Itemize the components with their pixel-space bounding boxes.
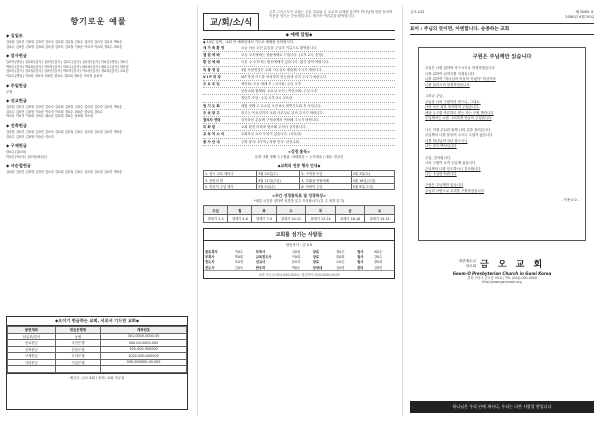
servant-role: 장로 — [312, 260, 320, 265]
seminar-cell: 2. 구역장 모임 — [300, 170, 351, 177]
news-item-text: VIP 작정 카드를 작성하여 헌금함에 넣어 주시기 바랍니다. — [241, 74, 328, 79]
servant-name: 정0수 — [336, 249, 345, 254]
servant-role: 반주자 — [255, 265, 266, 270]
poem-line: 나의 모든 죄를 용서하여 주셨습니다. — [425, 105, 480, 110]
account-cell: 기업은행 — [55, 359, 100, 366]
poem-line: 나를 위하여 "하나님의 아들이 죽었다" 하심이라 — [425, 77, 496, 82]
news-item-text: 오늘 오후예배는 엘림예배로 드립니다. (오후 2시, 본당) — [241, 53, 324, 58]
news-item-text: 다음 주 오후에는 환선예배가 있습니다. 많은 참여 바랍니다. — [241, 60, 330, 65]
servant-role: 선교사 — [255, 260, 266, 265]
reading-cell: 창세기 16-18 — [335, 214, 365, 223]
news-item — [203, 103, 395, 110]
seminar-cell: 5. 어린이 주일 행사 — [204, 183, 257, 190]
news-item-label: 미 화 원 — [203, 125, 216, 130]
news-item-text: 오늘 처음 오신 분들을 주님의 이름으로 환영합니다. — [241, 46, 318, 50]
servant-name: 오0순 — [336, 260, 345, 265]
servant-role: 관리 — [357, 265, 364, 270]
issue-info — [410, 10, 594, 20]
offering-section-head: ◆ 건축헌금 — [6, 122, 27, 128]
news-item-label: 독 봉 영 감 — [203, 67, 220, 72]
offering-name-line: 김0원 김0진 김0영 김0민 김0숙 김0희 김0철 김0수 김0현 김0정 김0자 박0순 — [6, 129, 123, 134]
weekday-header: 수 — [276, 206, 306, 215]
news-item — [203, 110, 395, 117]
news-item-label: 주 보 광 고 — [203, 110, 220, 115]
news-item-label: V I P 작 정 — [203, 74, 221, 79]
news-item — [203, 131, 395, 138]
servant-name: 김0숙 — [234, 265, 244, 270]
reading-cell: 창세기 13-15 — [306, 214, 336, 223]
account-cell: 건축헌금 — [8, 346, 56, 353]
seminar-row — [204, 183, 395, 190]
poem-line: 주님의 사랑으로 우리를 구원하셨습니다 — [425, 189, 484, 194]
seminar-cell: 4. 부활절 연합예배 — [300, 177, 351, 184]
poem-line: 주님께서는 나를 그러하게 만들어 주셨습니다 — [425, 116, 492, 121]
servant-name: 김0민 — [373, 265, 383, 270]
news-item-text: 주방 봉사: 3구역 / 차량 봉사: 남선교회 — [241, 139, 299, 144]
reading-cell: 창세기 19-21 — [365, 214, 395, 223]
poem-line: 주님은 나를 위하여 죽으시기로 작정하셨습니다 — [425, 66, 495, 70]
servant-name: 김0영 — [336, 265, 345, 270]
account-cell: 우리은행 — [55, 353, 100, 360]
news-item — [203, 81, 395, 88]
column-divider — [402, 6, 403, 416]
account-cell: 000-00-0000-000 — [101, 340, 187, 347]
news-item — [203, 59, 395, 66]
poem-line: 나는 주님만 따릅니다 — [425, 172, 457, 177]
poem-lines — [425, 66, 579, 195]
news-item — [203, 124, 395, 131]
reading-cell: 창세기 7-9 — [252, 214, 276, 223]
servant-role: 장로 — [312, 254, 320, 259]
news-column — [203, 10, 395, 415]
poem-line: 주님, 감사합니다. — [425, 155, 452, 160]
news-item-label: 봉 사 안 내 — [203, 139, 220, 144]
news-item-text: 남선교회 월례회: 토요일 오전 / 여선교회: 주일 오후 — [241, 89, 318, 94]
offering-name-line: 김0수 김0민 김0영 이0순 이0자 — [6, 134, 54, 139]
servant-role: 장로 — [312, 249, 320, 254]
news-item-label: 엘 림 예 배 — [203, 53, 220, 58]
account-column-header: 계좌번호 — [101, 327, 187, 334]
servant-name: 장0희 — [373, 260, 383, 265]
reading-cell: 창세기 1-3 — [204, 214, 228, 223]
servant-name: 윤0자 — [291, 260, 301, 265]
church-small-name: 금오교회 — [410, 10, 424, 14]
worship-intro: ◆ 10분 일찍 - 교회 안 예배실에서 기도로 예배를 준비합시다. — [203, 40, 294, 44]
offering-name-line: 김0수 김0민 김0영 이0순 이0자 이0희 정0수 최0순 한0희 강0수 — [6, 109, 103, 114]
account-cell: 구제헌금 — [8, 353, 56, 360]
servant-role: 부목사 — [205, 254, 215, 259]
servant-name: 김0철 — [291, 249, 301, 254]
servant-name: 조0정 — [234, 260, 244, 265]
weekday-header: 토 — [365, 206, 395, 215]
offering-section-head: ◆ 사순절헌금 — [6, 163, 31, 169]
news-item-label: 환 선 예 배 — [203, 60, 220, 65]
poem-line: 나를 살리시려 말씀하셨습니다 — [425, 82, 470, 87]
column-divider — [197, 6, 198, 416]
poem-line: 나의 구원이 오직 주님께 있습니다 — [425, 161, 476, 166]
seminar-cell: 6. 어버이 주일 — [300, 183, 351, 190]
church-motto: 표어 : 주님의 뜻이면, 아멘합니다. 순종하는 교회 — [410, 23, 594, 35]
seminar-cell: 3월 24일(수) — [257, 170, 300, 177]
account-cell: 1002-000-000000 — [101, 353, 187, 360]
offering-name-line: 김0원 김0진 김0영 김0민 김0숙 김0희 김0철 김0수 김0현 김0정 김0자 박0순 — [6, 105, 123, 110]
seminar-cell: 3. 찬양의 밤 — [204, 177, 257, 184]
offering-sections — [6, 33, 191, 175]
poem-line: 나를 하나님의 자녀 삼으시니 — [425, 138, 468, 143]
poem-box — [418, 47, 586, 241]
church-website: http://www.geumoch.org — [482, 280, 522, 285]
news-item-text: 제직회: 오늘 예배 후 / 교사회: 주일 오후 — [241, 82, 302, 87]
servant-role: 부목사 — [255, 249, 266, 254]
schedule-sub: 일정: 3월 넷째 주 / 범위: 마태복음 ~ 누가복음 / 대상: 전교인 — [254, 154, 344, 159]
account-cell: 선교헌금 — [8, 340, 56, 347]
offering-account-footer: 예금주: 금오교회 / 문의: 교회 사무실 — [7, 373, 187, 380]
servant-role: 원로목사 — [205, 249, 218, 254]
servant-name: 강0수 — [373, 254, 383, 259]
news-item-label: 원 기 도 회 — [203, 103, 220, 108]
news-item-text: 결석하신 분들께 구역장께서 연락해 주시기 바랍니다. — [241, 118, 320, 123]
account-cell: 100-000-000000 — [101, 346, 187, 353]
poem-line: 주님께서 나를 붙들어 주시니 두렵지 않습니다 — [425, 133, 493, 138]
offering-name-line: 김0자(생일) 김0희(감사) 김0영(감사) 김0수(감사) 김0정(감사) 이0순(생일) 정0수 — [6, 60, 129, 65]
news-item-label — [203, 88, 241, 94]
news-item — [203, 139, 395, 146]
poem-line: 나를 위하여 십자가를 지셨습니다 — [425, 71, 475, 76]
servant-role: 권사 — [357, 254, 364, 259]
news-intro-text: 주후 그리스도인 교회는 주일 설교와 온 교우의 교제를 통하여 하나님께 영광 돌리며 이웃을 섬기는 공동체입니다. 새가족 여러분을 환영합니다. — [269, 10, 393, 19]
poem-line: 그러나 주님. — [425, 93, 444, 98]
servants-table — [204, 248, 394, 270]
news-title: 교/회/소/식 — [203, 13, 259, 31]
news-item — [203, 88, 395, 95]
church-english-name: Geum-O Presbyterian Church in Gumi Korea — [452, 271, 552, 276]
news-item-text: 광고는 목요일까지 교회 사무실로 알려 주시기 바랍니다. — [241, 110, 324, 115]
senior-pastor: 담임목사 : 김 0 0 — [285, 243, 313, 248]
weekday-header: 월 — [228, 206, 252, 215]
account-cell — [8, 366, 56, 373]
news-item — [203, 95, 395, 102]
account-cell: 국민은행 — [55, 340, 100, 347]
seminar-cell: 1. 성도 교육 세미나 — [204, 170, 257, 177]
account-column-header: 봉헌계좌 — [8, 327, 56, 334]
issue-date: 2000년 4월 20일 — [565, 15, 594, 19]
news-item-label: 교 육 처 소 식 — [203, 132, 225, 137]
offering-account-box — [6, 316, 188, 410]
church-info — [410, 257, 594, 285]
account-cell: 신한은행 — [55, 346, 100, 353]
servant-role: 권사 — [357, 260, 364, 265]
poem-line: 나는 천국 백성입니다 — [425, 144, 457, 149]
news-item-text: 교회학교 교사 모임이 있습니다. (교육관) — [241, 132, 302, 137]
seminar-cell: 5월 5일(수) — [257, 183, 300, 190]
poem-line: 나는 이제 주님과 함께 나의 길을 걸어갑니다 — [425, 127, 491, 132]
servant-role: 권사 — [357, 249, 364, 254]
offerings-title: 향기로운 예물 — [70, 17, 127, 26]
offering-section-head: ◆ 선교헌금 — [6, 98, 27, 104]
offering-name-line: 한0수(김0희) — [6, 150, 27, 155]
offering-section-head: ◆ 십일조 — [6, 33, 23, 38]
servants-footer: 교회 사무실 054-000-0000 / 담임목사 010-0000-0000 — [204, 270, 394, 278]
servant-name: 이0수 — [234, 249, 244, 254]
worship-banner: ◆ 예배 알림◆ — [203, 30, 395, 40]
news-item — [203, 67, 395, 74]
account-cell: 농협 — [55, 333, 100, 340]
seminar-table — [203, 170, 395, 191]
church-address: 경북 구미시 금오동 00-0 / TEL (054) 000-0000 — [467, 276, 537, 280]
offering-account-table — [7, 326, 187, 373]
schedule-title: <성경 통독> — [287, 148, 311, 154]
poem-line: 구원은 주님께만 있습니다 — [425, 183, 464, 188]
offering-name-line: 박0순(감사) 박0희(감사) 이0자(감사) 이0수(감사) 최0희(감사) 최0수(감사) 한0정 — [6, 64, 129, 69]
offering-name-line: 이0순 이0자 이0희 정0수 최0순 한0희 강0수 장0희 조0정 — [6, 114, 93, 119]
servant-role: 교육전도사 — [255, 254, 272, 259]
cover-column — [410, 10, 594, 415]
news-item-label: 새 가 족 환 영 — [203, 46, 225, 50]
news-item-text: 교회 환경 미화에 협조해 주셔서 감사합니다. — [241, 125, 307, 130]
reading-cell: 창세기 10-12 — [276, 214, 306, 223]
news-item-text: 청년부 모임: 주일 오후 3시 교육관 — [241, 96, 293, 101]
servant-name: 최0순 — [373, 249, 383, 254]
denomination-line-2: 장로회 — [465, 263, 477, 268]
poem-signature: - 이용 0 0 - — [561, 197, 579, 202]
offering-name-line: 김0원 김0진 김0영 김0민 김0숙 김0희 김0철 김0수 김0현 김0정 김0자 박0순 — [6, 40, 123, 44]
news-item — [203, 117, 395, 124]
news-items — [203, 45, 395, 146]
servants-box — [203, 228, 395, 279]
reading-cell: 창세기 4-6 — [228, 214, 252, 223]
poem-line: 세상 누구를 막론하고 믿는 자는 구원 받습니다 — [425, 110, 494, 115]
week-reading-note: *매일 시간을 정하여 성경을 읽고 묵상합시다 (본 주 성경 읽기) — [253, 199, 345, 204]
bottom-banner: 하나님은 우리 안에 계시니, 우리는 다만 사랑할 뿐입니다 — [410, 401, 594, 413]
account-row — [8, 366, 187, 373]
poem-title: 구원은 주님께만 있습니다 — [472, 54, 532, 60]
servant-role: 전도사 — [205, 265, 215, 270]
poem-line: 주님을 나의 구원이라 믿으니, 그대로. — [425, 99, 481, 104]
servant-role: 찬양대 — [312, 265, 323, 270]
news-item — [203, 74, 395, 81]
account-cell: 기타헌금 — [8, 359, 56, 366]
weekday-header: 목 — [306, 206, 336, 215]
offering-name-line: 무명 — [6, 89, 13, 94]
offering-name-line: 김0수 김0민 김0영 김0희 김0정 김0숙 김0철 이0순 이0자 이0희 정0수 최0순 — [6, 44, 123, 49]
seminar-title: ◆교회의 연중 행사 안내◆ — [277, 162, 321, 168]
account-cell: 000-000000-00-000 — [101, 359, 187, 366]
servant-name: 이0희 — [291, 254, 301, 259]
news-item — [203, 45, 395, 52]
offering-name-line: 이0순(이0자) 김0영(최0순) — [6, 154, 48, 159]
news-item-text: 매월 첫째 주 토요일 오전 6시 새벽기도회 후 모입니다. — [241, 103, 322, 108]
weekday-header: 화 — [252, 206, 276, 215]
offering-name-line: 김0원 김0진 김0영 김0민 김0숙 김0희 김0철 김0수 김0현 김0정 김0자 박0순 — [6, 170, 123, 175]
week-reading-table — [203, 205, 395, 223]
servant-name: 박0순 — [291, 265, 301, 270]
poem-line: 주님께서 나를 인도하시니 감사합니다 — [425, 166, 481, 171]
offering-name-line: 김0숙(감사) 김0철(감사) 김0민(감사) 박0자(감사) 이0정(감사) 정0희(감사) 오0순 — [6, 69, 129, 74]
weekday-header: 금 — [335, 206, 365, 215]
offering-section-head: ◆ 감사헌금 — [6, 53, 27, 59]
offering-section-head: ◆ 주일헌금 — [6, 82, 27, 88]
offering-name-line: 이0수(생일) 이0희 정0자 최0민 한0수 강0희 장0순 조0정 윤0자 — [6, 73, 103, 78]
servant-role: 전도사 — [205, 260, 215, 265]
denomination-line-1: 대한예수교 — [458, 259, 477, 264]
church-name: 금 오 교 회 — [480, 260, 546, 270]
seminar-cell: 5월 9일(주일) — [351, 183, 394, 190]
account-cell: 십일조/감사 — [8, 333, 56, 340]
news-item — [203, 52, 395, 59]
seminar-cell: 4월 11일(주일) — [257, 177, 300, 184]
servant-name: 박0희 — [234, 254, 244, 259]
news-item-label — [203, 95, 241, 101]
weekday-header: 주일 — [204, 206, 228, 215]
account-cell — [55, 366, 100, 373]
account-cell — [101, 366, 187, 373]
servants-title: 교회를 섬기는 사람들 — [204, 229, 394, 241]
news-item-label: 결석자 연락 — [203, 118, 221, 123]
news-item-text: 3월 독봉영감은 교회 사무실로 제출해 주시기 바랍니다. — [241, 67, 323, 72]
offering-account-title: ◆오이기 헌금하는 교회, 서로서 기드린 교회◆ — [7, 317, 187, 326]
seminar-cell: 4월 18일(주일) — [351, 177, 394, 184]
account-cell: 301-0000-0000-00 — [101, 333, 187, 340]
servant-name: 한0희 — [336, 254, 345, 259]
seminar-cell: 4월 3일(토) — [351, 170, 394, 177]
issue-number: 제 0000 호 — [575, 10, 594, 14]
week-reading-title: <주간 성경통독표 및 성경묵상> — [271, 193, 327, 199]
account-column-header: 헌금은행명 — [55, 327, 100, 334]
news-item-label: 주 요 모 임 — [203, 82, 220, 87]
offering-section-head: ◆ 구제헌금 — [6, 143, 27, 149]
